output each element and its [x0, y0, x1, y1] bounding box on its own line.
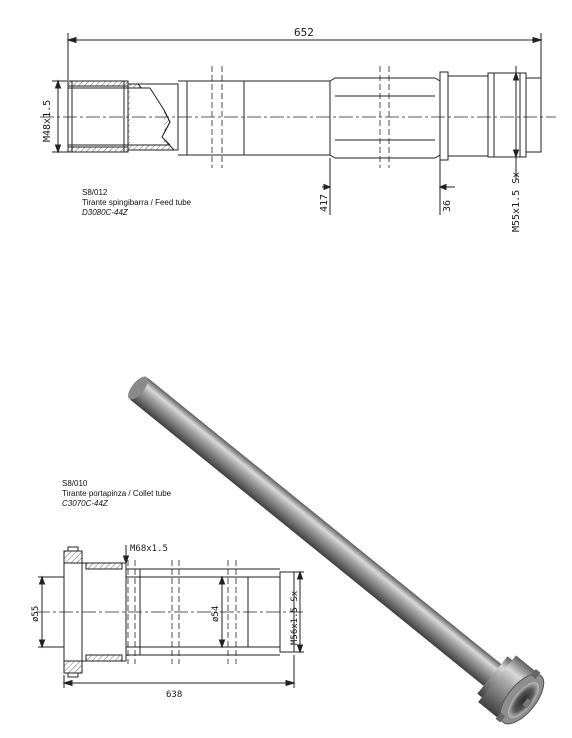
feed-tube-thread-label: M48x1.5: [42, 99, 53, 142]
collet-tube-code: S8/010: [62, 479, 88, 488]
collet-tube-length-label: 638: [166, 690, 183, 700]
feed-tube-part-no: D3080C-44Z: [82, 208, 128, 217]
feed-tube-36-label: 36: [442, 199, 453, 212]
feed-tube-name: Tirante spingibarra / Feed tube: [82, 198, 192, 207]
feed-tube-code: S8/012: [82, 188, 108, 197]
collet-tube-name: Tirante portapinza / Collet tube: [62, 489, 172, 498]
feed-tube-417-label: 417: [319, 193, 330, 212]
dim-m55: [514, 66, 519, 180]
dim-m48: [52, 81, 68, 152]
collet-tube-m68-label: M68x1.5: [130, 544, 168, 554]
feed-tube-m55-label: M55x1.5 Sx: [511, 171, 522, 232]
collet-tube-photo: [113, 359, 553, 732]
collet-tube-caption: [62, 479, 171, 509]
collet-tube-part-no: C3070C-44Z: [62, 499, 108, 508]
collet-tube-m56-label: M56x1.5 Sx: [290, 590, 300, 645]
collet-tube-d54-label: ø54: [211, 605, 221, 622]
feed-tube-caption: [82, 188, 191, 218]
dim-652: [68, 33, 541, 80]
collet-tube-d55-label: ø55: [31, 605, 41, 622]
collet-tube-drawing: [36, 545, 305, 688]
feed-tube-length-label: 652: [294, 26, 314, 39]
